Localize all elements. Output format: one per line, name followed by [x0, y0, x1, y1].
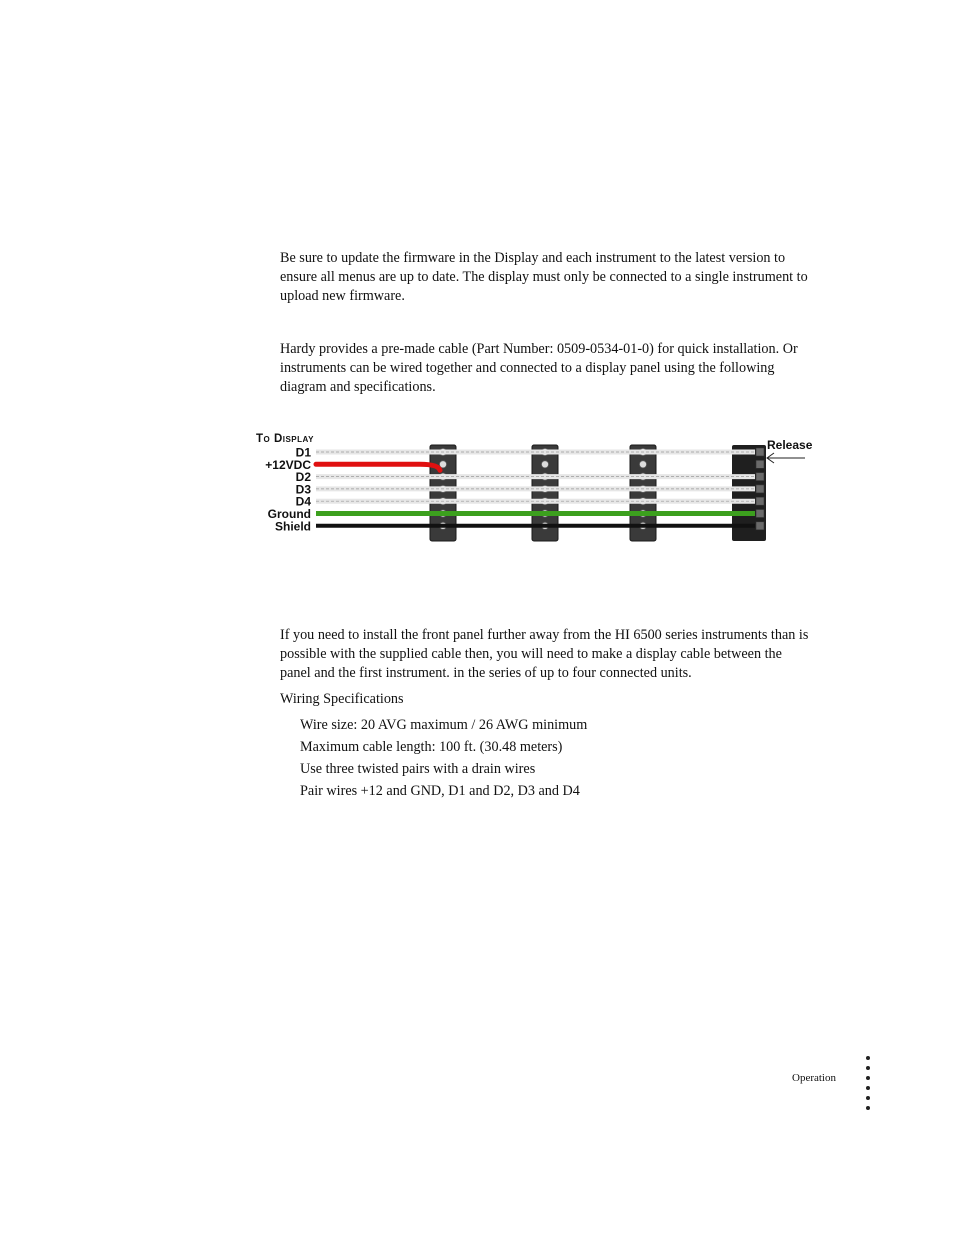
terminal-screw — [541, 461, 548, 468]
wire-label: D3 — [295, 482, 311, 497]
release-tab — [756, 448, 764, 456]
wire-label: Shield — [274, 519, 311, 534]
wire-label: D2 — [295, 470, 311, 485]
distance-paragraph: If you need to install the front panel further away from the HI 6500 series instruments than is possible with the supplied cable then, you will need to make a display cable between the panel and the first instrument. in the series of up to four connected units. — [280, 627, 809, 681]
wiring-diagram — [250, 428, 815, 548]
spec-item: Maximum cable length: 100 ft. (30.48 meters) — [300, 739, 563, 755]
release-tab — [756, 510, 764, 518]
diagram-title: To Display — [256, 433, 314, 445]
release-arrow-icon — [767, 453, 805, 463]
spec-item: Wire size: 20 AVG maximum / 26 AWG minimum — [300, 717, 588, 733]
wire-label: D4 — [295, 494, 311, 509]
release-tab — [756, 473, 764, 481]
release-tab — [756, 497, 764, 505]
wire-labels — [265, 446, 311, 534]
spec-item: Use three twisted pairs with a drain wires — [300, 761, 536, 777]
wiring-specs-heading: Wiring Specifications — [280, 691, 404, 707]
release-label: Release — [767, 438, 813, 452]
release-tab — [756, 460, 764, 468]
wiring-specs-list — [300, 716, 587, 804]
spec-item: Pair wires +12 and GND, D1 and D2, D3 and D4 — [300, 783, 580, 799]
footer-section-label: Operation — [792, 1072, 836, 1084]
wire-label: D1 — [295, 445, 311, 460]
wire-label: Ground — [267, 507, 311, 521]
release-tab — [756, 522, 764, 530]
firmware-paragraph: Be sure to update the firmware in the Display and each instrument to the latest version to ensure all menus are up to date. The display must only be connected to a single instrument to upload new firmware. — [280, 250, 808, 304]
terminal-screw — [639, 461, 646, 468]
cable-paragraph: Hardy provides a pre-made cable (Part Number: 0509-0534-01-0) for quick installation. Or instruments can be wired together and connected to a display panel using the following diagram and specifications. — [280, 341, 798, 395]
wire-12vdc — [316, 464, 440, 470]
wire-label: +12VDC — [265, 457, 311, 472]
footer-dots-icon — [864, 1056, 872, 1112]
release-tab — [756, 485, 764, 493]
